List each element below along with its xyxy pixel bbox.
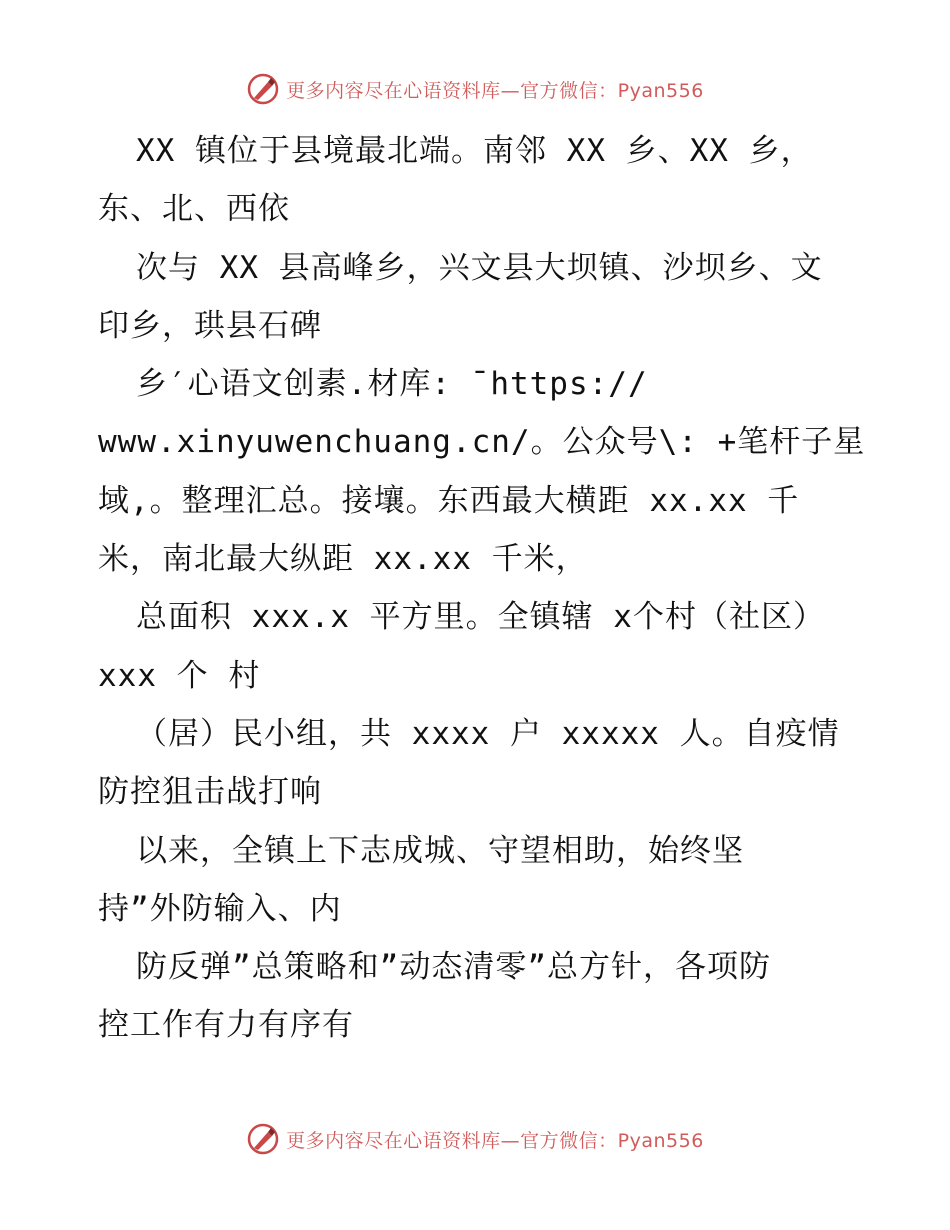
document-body <box>98 122 888 1055</box>
text-line-14: 持”外防输入、内 <box>98 890 342 927</box>
pen-logo-icon <box>246 72 280 106</box>
text-line-6: www.xinyuwenchuang.cn/。公众号\: +笔杆子星 <box>98 424 866 461</box>
text-line-11: （居）民小组，共 xxxx 户 xxxxx 人。自疫情 <box>136 715 840 752</box>
text-line-9: 总面积 xxx.x 平方里。全镇辖 x个村（社区） <box>136 599 825 636</box>
text-line-7: 域,。整理汇总。接壤。东西最大横距 xx.xx 千 <box>98 482 800 519</box>
text-line-15: 防反弹”总策略和”动态清零”总方针，各项防 <box>136 949 771 986</box>
pen-logo-icon <box>246 1122 280 1156</box>
watermark-text: 更多内容尽在心语资料库—官方微信：Pyan556 <box>286 79 704 102</box>
text-line-1: XX 镇位于县境最北端。南邻 XX 乡、XX 乡， <box>136 133 813 169</box>
header-watermark <box>0 72 950 106</box>
text-line-10: xxx 个 村 <box>98 657 261 694</box>
text-line-13: 以来，全镇上下志成城、守望相助，始终坚 <box>136 832 744 869</box>
text-line-5: 乡′心语文创素.材库: ¯https:// <box>136 366 648 403</box>
footer-watermark <box>0 1122 950 1156</box>
text-line-4: 印乡，珙县石碑 <box>98 307 322 344</box>
text-line-8: 米，南北最大纵距 xx.xx 千米， <box>98 541 588 578</box>
text-line-12: 防控狙击战打响 <box>98 774 322 811</box>
text-line-16: 控工作有力有序有 <box>98 1007 354 1044</box>
text-line-3: 次与 XX 县高峰乡，兴文县大坝镇、沙坝乡、文 <box>136 249 823 286</box>
watermark-text: 更多内容尽在心语资料库—官方微信：Pyan556 <box>286 1129 704 1152</box>
text-line-2: 东、北、西依 <box>98 191 290 228</box>
